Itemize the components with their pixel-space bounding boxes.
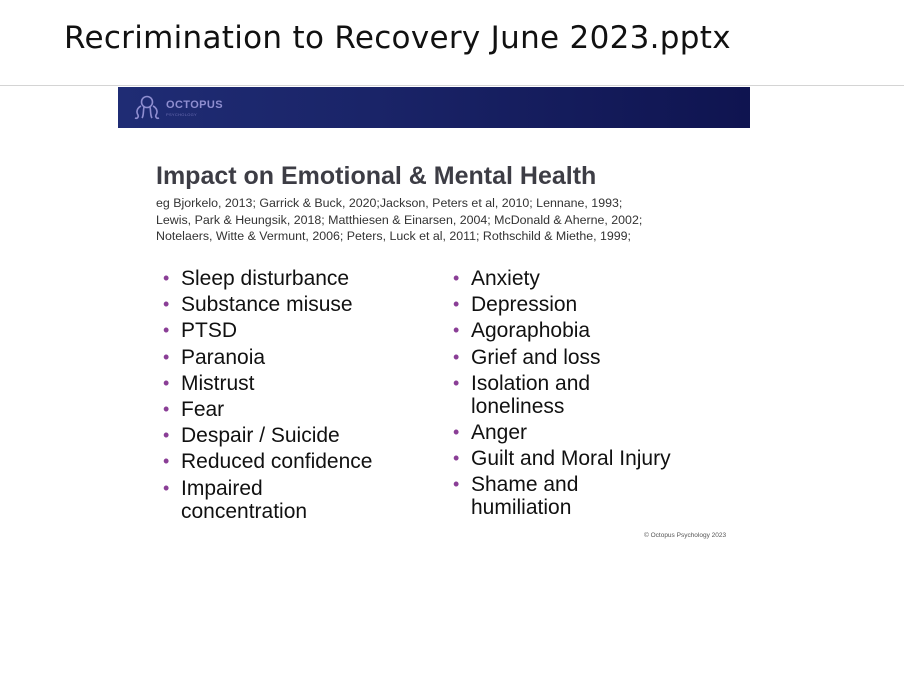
list-item-text: PTSD bbox=[181, 319, 238, 343]
bullet-dot-icon: • bbox=[453, 346, 460, 367]
list-item bbox=[452, 267, 732, 290]
list-item-text: Depression bbox=[471, 293, 578, 317]
left-bullet-list bbox=[162, 267, 432, 526]
bullet-dot-icon: • bbox=[453, 474, 460, 495]
list-item bbox=[452, 473, 621, 519]
bullet-dot-icon: • bbox=[163, 425, 170, 446]
list-item-text: Substance misuse bbox=[181, 293, 353, 317]
list-item bbox=[452, 293, 732, 316]
document-title: Recrimination to Recovery June 2023.pptx bbox=[64, 20, 731, 56]
bullet-dot-icon: • bbox=[163, 372, 170, 393]
logo-subtitle: PSYCHOLOGY bbox=[166, 111, 198, 117]
list-item-text: Paranoia bbox=[181, 345, 266, 369]
list-item-text: Anger bbox=[471, 420, 528, 444]
logo-name: OCTOPUS bbox=[166, 98, 223, 111]
list-item bbox=[162, 319, 432, 342]
list-item-text: Shame and humiliation bbox=[471, 473, 579, 520]
list-item bbox=[452, 319, 732, 342]
list-item bbox=[452, 372, 641, 418]
list-item-text: Isolation and loneliness bbox=[471, 371, 591, 418]
slide-banner bbox=[118, 87, 750, 128]
bullet-dot-icon: • bbox=[453, 372, 460, 393]
bullet-dot-icon: • bbox=[453, 421, 460, 442]
references bbox=[156, 195, 736, 245]
bullet-dot-icon: • bbox=[453, 448, 460, 469]
bullet-dot-icon: • bbox=[163, 477, 170, 498]
list-item-text: Impaired concentration bbox=[181, 476, 308, 523]
bullet-dot-icon: • bbox=[453, 268, 460, 288]
reference-line: Notelaers, Witte & Vermunt, 2006; Peters, Luck et al, 2011; Rothschild & Miethe, 1999; bbox=[156, 229, 631, 243]
list-item bbox=[162, 450, 432, 473]
bullet-dot-icon: • bbox=[163, 268, 170, 288]
list-item bbox=[452, 346, 732, 369]
list-item bbox=[162, 424, 432, 447]
list-item bbox=[162, 293, 432, 316]
list-item-text: Sleep disturbance bbox=[181, 267, 350, 290]
list-item-text: Despair / Suicide bbox=[181, 424, 340, 448]
list-item bbox=[162, 346, 432, 369]
list-item-text: Guilt and Moral Injury bbox=[471, 447, 671, 471]
list-item bbox=[162, 267, 432, 290]
bullet-dot-icon: • bbox=[163, 451, 170, 472]
list-item-text: Mistrust bbox=[181, 371, 255, 395]
bullet-dot-icon: • bbox=[163, 346, 170, 367]
reference-line: eg Bjorkelo, 2013; Garrick & Buck, 2020;Jackson, Peters et al, 2010; Lennane, 1993; bbox=[156, 196, 623, 210]
list-item-text: Reduced confidence bbox=[181, 450, 373, 474]
list-item-text: Fear bbox=[181, 397, 225, 421]
document-header bbox=[0, 0, 904, 86]
bullet-dot-icon: • bbox=[163, 398, 170, 419]
list-item bbox=[452, 447, 732, 470]
bullet-dot-icon: • bbox=[453, 294, 460, 315]
bullet-dot-icon: • bbox=[163, 320, 170, 341]
list-item bbox=[452, 421, 732, 444]
list-item-text: Grief and loss bbox=[471, 345, 601, 369]
list-item-text: Anxiety bbox=[471, 267, 540, 290]
right-bullet-list bbox=[452, 267, 732, 523]
slide bbox=[118, 87, 750, 549]
octopus-icon bbox=[132, 93, 162, 123]
list-item bbox=[162, 477, 371, 523]
octopus-logo bbox=[132, 93, 223, 123]
bullet-dot-icon: • bbox=[163, 294, 170, 315]
list-item-text: Agoraphobia bbox=[471, 319, 591, 343]
copyright-notice: © Octopus Psychology 2023 bbox=[644, 532, 727, 539]
bullet-dot-icon: • bbox=[453, 320, 460, 341]
list-item bbox=[162, 372, 432, 395]
list-item bbox=[162, 398, 432, 421]
slide-title: Impact on Emotional & Mental Health bbox=[156, 162, 597, 190]
reference-line: Lewis, Park & Heungsik, 2018; Matthiesen & Einarsen, 2004; McDonald & Aherne, 2002; bbox=[156, 212, 643, 227]
